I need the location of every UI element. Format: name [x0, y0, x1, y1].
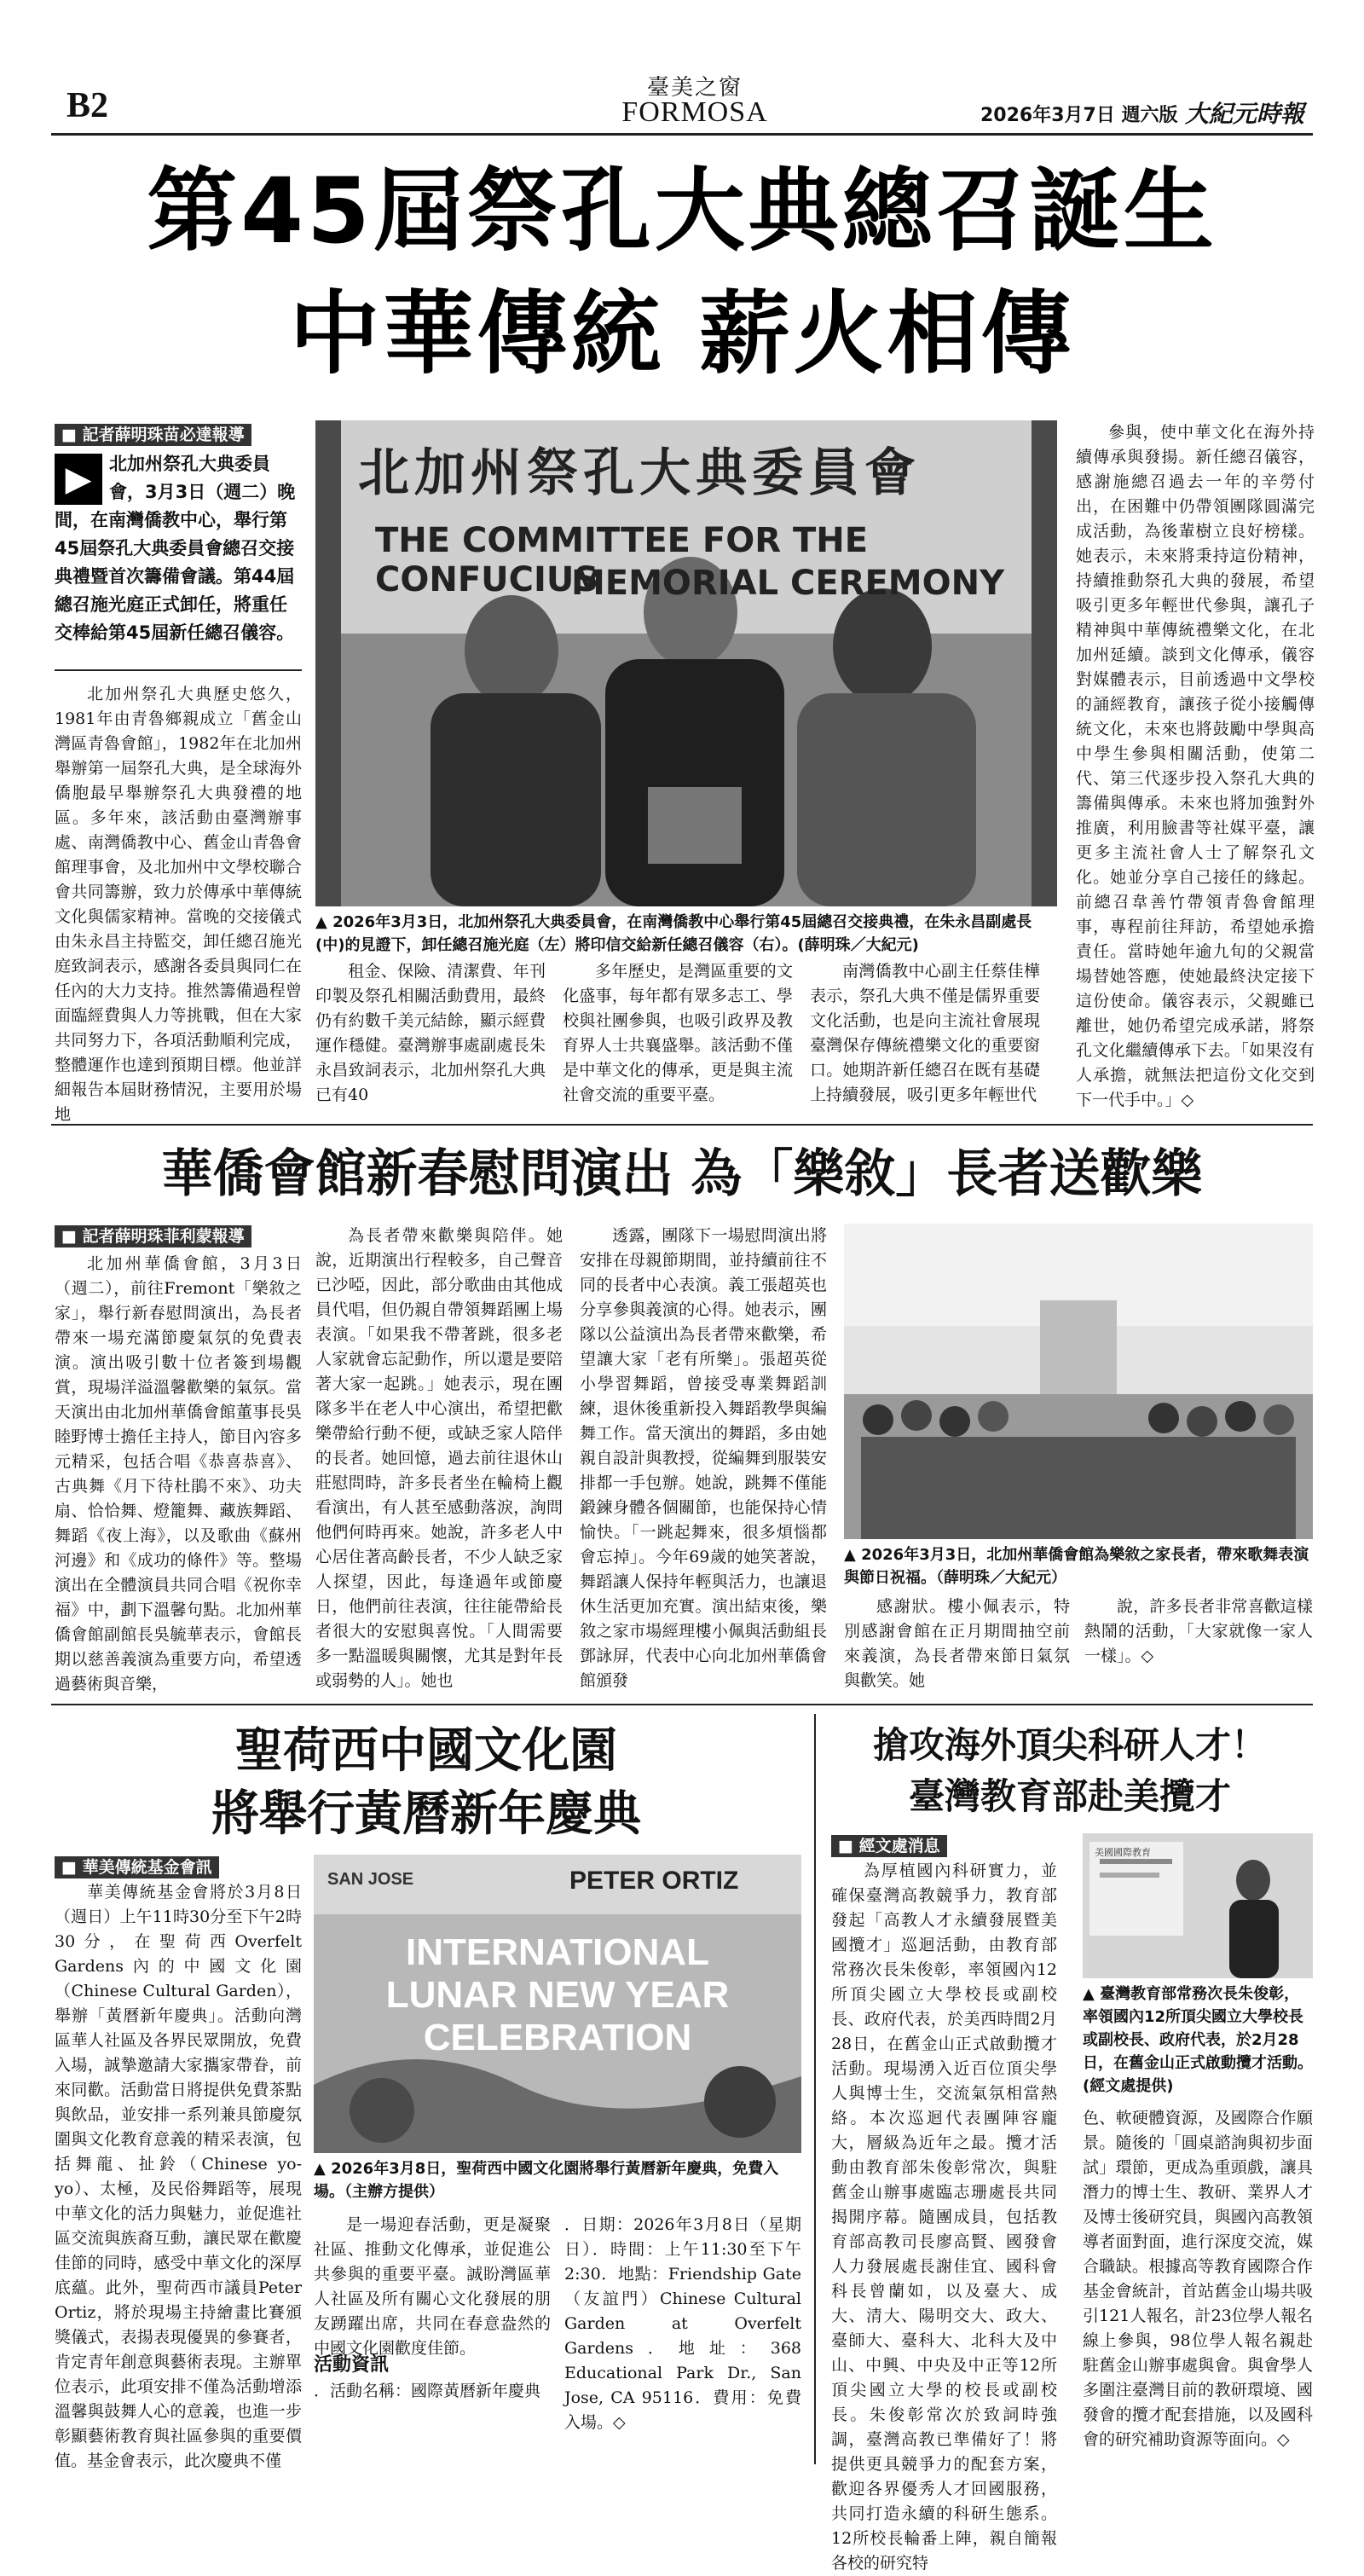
story4-col1: 為厚植國內科研實力，並確保臺灣高教競爭力，教育部發起「高教人才永續發展暨美國攬才」巡迴活動，由教育部常務次長朱俊彰，率領國內12所頂尖國立大學校長或副校長、政府代表，於美西時間2月28日，在舊金山正式啟動攬才活動。現場湧入近百位頂尖學人與博士生，交流氣氛相當熱絡。本次巡迴代表團陣容龐大，層級為近年之最。攬才活動由教育部朱俊彰常次，與駐舊金山辦事處臨志珊處長共同揭開序幕。隨團成員，包括教育部高教司長廖高賢、國發會人力發展處長謝佳宜、國科會科長曾蘭如，以及臺大、成大、清大、陽明交大、政大、臺師大、臺科大、北科大及中山、中興、中央及中正等12所頂尖國立大學的校長或副校長。朱俊彰常次於致詞時強調，臺灣高教已準備好了！將提供更具競爭力的配套方案，歡迎各界優秀人才回國服務，共同打造永續的科研生態系。12所校長輪番上陣，親自簡報各校的研究特 [831, 1861, 1057, 2573]
chevron-right-icon: ▶ [55, 454, 102, 505]
masthead [0, 0, 1364, 136]
story4-byline: ■ 經文處消息 [831, 1835, 947, 1857]
story1-headline-line2: 中華傳統 薪火相傳 [289, 281, 1075, 386]
story1-lead-rule [55, 669, 302, 671]
poster-line1: INTERNATIONAL [405, 1931, 710, 1973]
story1-byline: ■ 記者薛明珠苗必達報導 [55, 424, 251, 446]
logo-en: FORMOSA [621, 96, 768, 128]
story1-lead-box [55, 450, 302, 663]
dateline: 2026年3月7日 週六版 [980, 105, 1178, 126]
story4-col2: 色、軟硬體資源，及國際合作願景。隨後的「圓桌諮詢與初步面試」環節，更成為重頭戲，讓具潛力的博士生、教研、業界人才及博士後研究員，與國內高教領導者面對面，進行深度交流，媒合職缺。根據高等教育國際合作基金會統計，首站舊金山場共吸引121人報名，計23位學人報名線上參與，98位學人報名親赴駐舊金山辦事處與會。與會學人多圍注臺灣目前的教研環境、國發會的攬才配套措施，以及國科會的研究補助資源等面向。◇ [1083, 2109, 1313, 2449]
banner-en-2: MEMORIAL CEREMONY [571, 564, 1005, 603]
story4-byline-wrap [831, 1833, 1061, 1856]
story1-col-right: 參與，使中華文化在海外持續傳承與發揚。新任總召儀容，感謝施總召過去一年的辛勞付出，在困難中仍帶領團隊圓滿完成活動，為後輩樹立良好榜樣。她表示，未來將秉持這份精神，持續推動祭孔大典的發展，希望吸引更多年輕世代參與，讓孔子精神與中華傳統禮樂文化，在北加州延續。談到文化傳承，儀容對媒體表示，目前透過中文學校的誦經教育，讓孩子從小接觸傳統文化，未來也將鼓勵中學與高中學生參與相關活動，使第二代、第三代逐步投入祭孔大典的籌備與傳承。未來也將加強對外推廣，利用臉書等社媒平臺，讓更多主流社會人士了解祭孔文化。她並分享自己接任的緣起。前總召韋善竹帶領青魯會館理事，專程前往拜訪，希望她承擔責任。當時她年逾九旬的父親當場替她答應，使她最終決定接下這份使命。儀容表示，父親雖已離世，她仍希望完成承諾，將祭孔文化繼續傳承下去。「如果沒有人承擔，就無法把這份文化交到下一代手中。」◇ [1076, 423, 1315, 1109]
poster-line3: CELEBRATION [423, 2017, 692, 2058]
story3-col1: 華美傳統基金會將於3月8日（週日）上午11時30分至下午2時30分，在聖荷西Overfelt Gardens內的中國文化園（Chinese Cultural Garden），舉辦「黃曆新年慶典」。活動向灣區華人社區及各界民眾開放，免費入場，誠摯邀請大家攜家帶眷，前來同歡。活動當日將提供免費茶點與飲品，並安排一系列兼具節慶氛圍與文化教育意義的精采表演，包括舞龍、扯鈴（Chinese yo-yo）、太極，及民俗舞蹈等，展現中華文化的活力與魅力，並促進社區交流與族裔互動，讓民眾在歡慶佳節的同時，感受中華文化的深厚底蘊。此外，聖荷西市議員Peter Ortiz，將於現場主持繪畫比賽頒獎儀式，表揚表現優異的參賽者，肯定青年創意與藝術表現。主辦單位表示，此項安排不僅為活動增添溫馨與鼓舞人心的意義，也進一步彰顯藝術教育與社區參與的重要價值。基金會表示，此次慶典不僅 [55, 1883, 302, 2470]
story2-col5: 說，許多長者非常喜歡這樣熱鬧的活動，「大家就像一家人一樣」。◇ [1084, 1597, 1313, 1665]
story1-byline-wrap [55, 422, 302, 445]
poster-line2: LUNAR NEW YEAR [385, 1974, 730, 2016]
story1-photo [315, 420, 1057, 906]
story3-headline-line1: 聖荷西中國文化園 [235, 1723, 617, 1779]
story4-headline-line1: 搶攻海外頂尖科研人才！ [872, 1724, 1267, 1766]
poster-org: SAN JOSE [327, 1870, 414, 1889]
story3-caption: ▲ 2026年3月8日，聖荷西中國文化園將舉行黃曆新年慶典，免費入場。（主辦方提供） [314, 2160, 779, 2201]
paper-name: 大紀元時報 [1185, 100, 1305, 128]
section-logo [610, 70, 780, 129]
story4-photo [1083, 1833, 1313, 1978]
story2-col2: 為長者帶來歡樂與陪伴。她說，近期演出行程較多，自己聲音已沙啞，因此，部分歌曲由其他成員代唱，但仍親自帶領舞蹈團上場表演。「如果我不帶著跳，很多老人家就會忘記動作，所以還是要陪著大家一起跳。」她表示，現在團隊多半在老人中心演出，希望把歡樂帶給行動不便，或缺乏家人陪伴的長者。她回憶，過去前往退休山莊慰問時，許多長者坐在輪椅上觀看演出，有人甚至感動落淚，詢問他們何時再來。她說，許多老人中心居住著高齡長者，不少人缺乏家人探望，因此，每逢過年或節慶日，他們前往表演，往往能帶給長者很大的安慰與喜悅。「人間需要多一點溫暖與關懷，尤其是對年長或弱勢的人」。她也 [315, 1226, 563, 1690]
story2-headline: 華僑會館新春慰問演出 為「樂敘」長者送歡樂 [161, 1144, 1203, 1204]
story2-byline-wrap [55, 1224, 310, 1247]
story2-col1: 北加州華僑會館，3月3日（週二），前往Fremont「樂敘之家」，舉行新春慰問演出，為長者帶來一場充滿節慶氣氛的免費表演。演出吸引數十位者簽到場觀賞，現場洋溢溫馨歡樂的氣氛。當天演出由北加州華僑會館董事長吳睦野博士擔任主持人，節目內容多元精采，包括合唱《恭喜恭喜》、古典舞《月下待杜鵑不來》、功夫扇、恰恰舞、燈籠舞、藏族舞蹈、舞蹈《夜上海》，以及歌曲《蘇州河邊》和《成功的條件》等。整場演出在全體演員共同合唱《祝你幸福》中，劃下溫馨句點。北加州華僑會館副館長吳毓華表示，會館長期以慈善義演為重要方向，希望透過藝術與音樂， [55, 1254, 302, 1693]
story2-photo [844, 1224, 1313, 1539]
masthead-rule [51, 133, 1313, 136]
story1-caption: ▲ 2026年3月3日，北加州祭孔大典委員會，在南灣僑教中心舉行第45屆總召交接典禮，在朱永昌副處長(中)的見證下，卸任總召施光庭（左）將印信交給新任總召儀容（右）。(薛明珠／大紀元) [315, 913, 1032, 954]
poster-name: PETER ORTIZ [569, 1867, 739, 1895]
story3-byline: ■ 華美傳統基金會訊 [55, 1856, 219, 1878]
banner-en-1: THE COMMITTEE FOR THE CONFUCIUS [375, 521, 869, 599]
story2-col3: 透露，團隊下一場慰問演出將安排在母親節期間，並持續前往不同的長者中心表演。義工張超英也分享參與義演的心得。她表示，團隊以公益演出為長者帶來歡樂，希望讓大家「老有所樂」。張超英從小學習舞蹈，曾接受專業舞蹈訓練，退休後重新投入舞蹈教學與編舞工作。當天演出的舞蹈，多由她親自設計與教授，從編舞到服裝安排都一手包辦。她說，跳舞不僅能鍛鍊身體各個關節，也能保持心情愉快。「一跳起舞來，很多煩惱都會忘掉」。今年69歲的她笑著說，舞蹈讓人保持年輕與活力，也讓退休生活更加充實。演出結束後，樂敘之家市場經理樓小佩與活動組長鄧詠屏，代表中心向北加州華僑會館頒發 [580, 1226, 827, 1690]
story3-headline-line2: 將舉行黃曆新年慶典 [211, 1786, 641, 1842]
page-number: B2 [66, 86, 109, 125]
story1-lead: 北加州祭孔大典委員會，3月3日（週二）晚間，在南灣僑教中心，舉行第45屆祭孔大典委員會總召交接典禮暨首次籌備會議。第44屆總召施光庭正式卸任，將重任交棒給第45屆新任總召儀容。 [55, 454, 296, 643]
story3-info-name: ．活動名稱：國際黃曆新年慶典 [314, 2382, 541, 2400]
section-rule-1 [51, 1124, 1313, 1126]
banner-title: 北加州祭孔大典委員會 [358, 443, 921, 503]
story3-col3: ．日期：2026年3月8日（星期日）．時間：上午11:30至下午2:30．地點：Friendship Gate（友誼門）Chinese Cultural Garden at Overfelt Gardens．地址：368 Educational Park Dr., San Jose, CA 95116．費用：免費入場。◇ [564, 2215, 801, 2432]
story1-col-mid2: 多年歷史，是灣區重要的文化盛事，每年都有眾多志工、學校與社團參與，也吸引政界及教育界人士共襄盛舉。該活動不僅是中華文化的傳承，更是與主流社會交流的重要平臺。 [563, 962, 793, 1104]
story3-col2: 是一場迎春活動，更是凝聚社區、推動文化傳承，並促進公共參與的重要平臺。誠盼灣區華人社區及所有關心文化發展的朋友踴躍出席，共同在春意盎然的中國文化園歡度佳節。 [314, 2215, 551, 2358]
story1-col-mid1: 租金、保險、清潔費、年刊印製及祭孔相關活動費用，最終仍有約數千美元結餘，顯示經費運作穩健。臺灣辦事處副處長朱永昌致詞表示，北加州祭孔大典已有40 [315, 962, 546, 1104]
story2-caption: ▲ 2026年3月3日，北加州華僑會館為樂敘之家長者，帶來歌舞表演與節日祝福。（薛明珠／大紀元） [844, 1546, 1309, 1587]
story1-headline-line1: 第45屆祭孔大典總召誕生 [147, 159, 1217, 263]
screen-text: 美國國際教育 [1095, 1847, 1151, 1858]
column-divider [814, 1714, 816, 2464]
story2-byline: ■ 記者薛明珠菲利蒙報導 [55, 1225, 251, 1247]
story3-info-title: 活動資訊 [314, 2354, 390, 2376]
story4-headline-line2: 臺灣教育部赴美攬才 [908, 1775, 1231, 1817]
section-rule-2 [51, 1704, 1313, 1705]
story4-caption: ▲ 臺灣教育部常務次長朱俊彰，率領國內12所頂尖國立大學校長或副校長、政府代表，於2月28日，在舊金山正式啟動攬才活動。(經文處提供) [1083, 1985, 1313, 2095]
logo-cn: 臺美之窗 [646, 75, 743, 101]
story2-photo-art [844, 1224, 1313, 1539]
story1-col-left: 北加州祭孔大典歷史悠久，1981年由青魯鄉親成立「舊金山灣區青魯會館」，1982年在北加州舉辦第一屆祭孔大典，是全球海外僑胞最早舉辦祭孔大典發禮的地區。多年來，該活動由臺灣辦事處、南灣僑教中心、舊金山青魯會館理事會，及北加州中文學校聯合會共同籌辦，致力於傳承中華傳統文化與儒家精神。當晚的交接儀式由朱永昌主持監交，卸任總召施光庭致詞表示，感謝各委員與同仁在任內的大力支持。推然籌備過程曾面臨經費與人力等挑戰，但在大家共同努力下，各項活動順利完成，整體運作也達到預期目標。他並詳細報告本屆財務情況，主要用於場地 [55, 685, 302, 1124]
story1-col-mid3: 南灣僑教中心副主任蔡佳樺表示，祭孔大典不僅是儒界重要文化活動，也是向主流社會展現臺灣保存傳統禮樂文化的重要窗口。她期許新任總召在既有基礎上持續發展，吸引更多年輕世代 [810, 962, 1040, 1104]
story3-byline-wrap [55, 1855, 302, 1878]
story2-col4: 感謝狀。樓小佩表示，特別感謝會館在正月期間抽空前來義演，為長者帶來節日氣氛與歡笑。她 [844, 1597, 1070, 1690]
story3-poster [314, 1855, 801, 2153]
